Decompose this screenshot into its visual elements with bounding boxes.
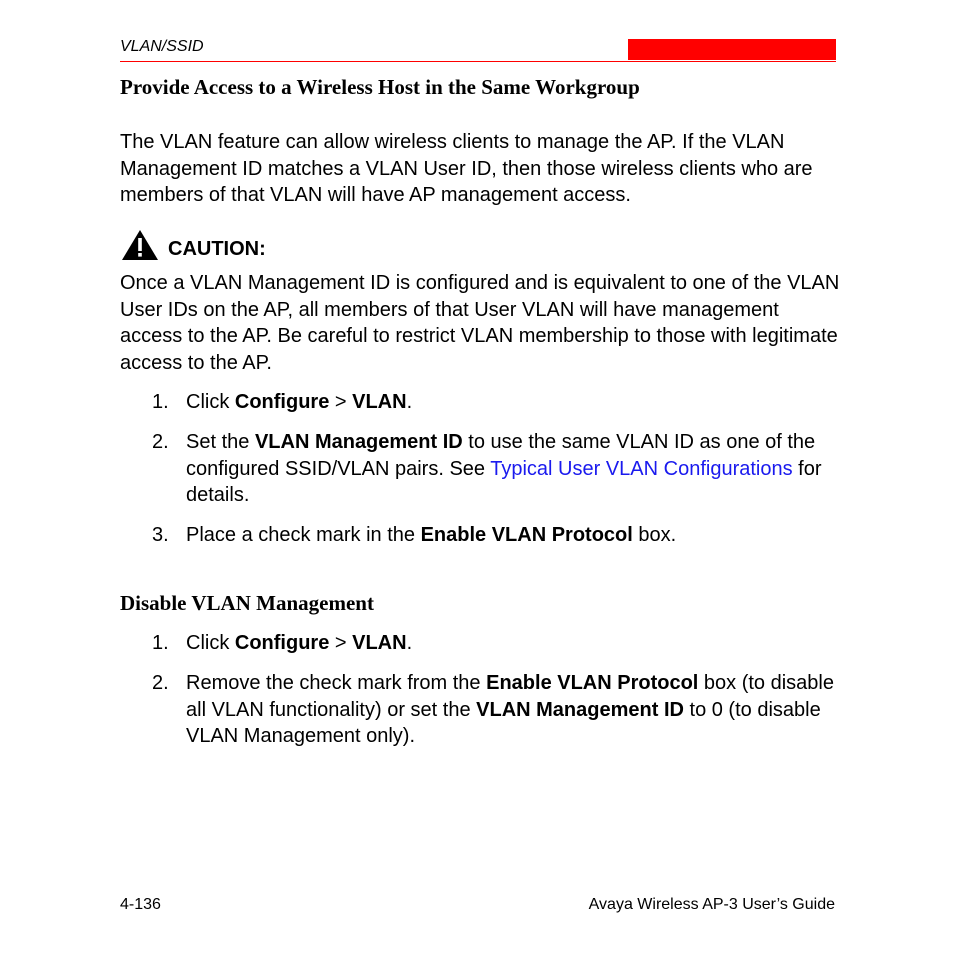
step-number: 1. — [152, 391, 169, 413]
list-item — [152, 389, 842, 416]
guide-title: Avaya Wireless AP-3 User’s Guide — [588, 896, 835, 913]
list-item — [152, 670, 842, 750]
list-item — [152, 630, 842, 657]
section-heading-provide-access: Provide Access to a Wireless Host in the Same Workgroup — [120, 75, 640, 99]
header-rule — [120, 61, 836, 62]
step-number: 1. — [152, 632, 169, 654]
caution-callout — [120, 228, 266, 262]
section-heading-disable-vlan: Disable VLAN Management — [120, 591, 374, 615]
step-text: Remove the check mark from the Enable VLAN Protocol box (to disable all VLAN functionality) or set the VLAN Management ID to 0 (to disable VLAN Management only). — [186, 672, 834, 747]
intro-paragraph: The VLAN feature can allow wireless clients to manage the AP. If the VLAN Management ID matches a VLAN User ID, then those wireless clients who are members of that VLAN will have AP management access. — [120, 131, 813, 206]
list-item — [152, 522, 842, 549]
caution-label: CAUTION: — [168, 238, 266, 260]
warning-triangle-icon — [120, 228, 160, 262]
list-item — [152, 429, 842, 509]
step-text: Click Configure > VLAN. — [186, 632, 413, 654]
step-text: Set the VLAN Management ID to use the same VLAN ID as one of the configured SSID/VLAN pairs. See Typical User VLAN Configurations for details. — [186, 431, 822, 506]
step-text: Place a check mark in the Enable VLAN Protocol box. — [186, 524, 677, 546]
step-text: Click Configure > VLAN. — [186, 391, 413, 413]
page-number: 4-136 — [120, 896, 161, 913]
step-number: 3. — [152, 524, 169, 546]
typical-user-vlan-configurations-link[interactable]: Typical User VLAN Configurations — [490, 457, 793, 480]
step-number: 2. — [152, 431, 169, 453]
header-accent-bar — [628, 39, 836, 60]
running-header-section: VLAN/SSID — [120, 38, 204, 55]
caution-paragraph: Once a VLAN Management ID is configured and is equivalent to one of the VLAN User IDs on the AP, all members of that User VLAN will have management access to the AP. Be careful to restrict VLAN membership to those with legitimate access to the AP. — [120, 272, 840, 374]
step-number: 2. — [152, 672, 169, 694]
